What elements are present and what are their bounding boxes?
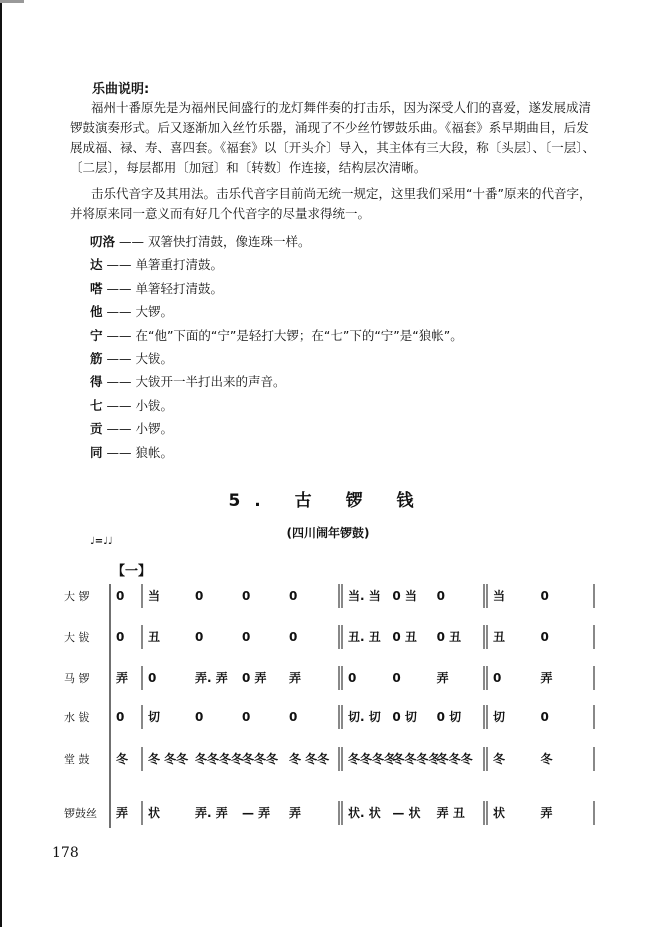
score-note: 0: [348, 671, 357, 685]
glossary-term: 达: [90, 257, 103, 273]
score-note: 冬冬冬冬: [348, 752, 397, 766]
instrument-label: 大 钹: [64, 631, 90, 644]
score-note: 弄: [289, 806, 302, 820]
instrument-label: 锣鼓丝: [64, 807, 97, 820]
glossary-term: 同: [90, 444, 103, 460]
glossary-term: 叨洛: [90, 234, 116, 249]
tempo-mark: ♩=♩♩: [90, 536, 113, 547]
glossary-desc: —— 大钹开一半打出来的声音。: [106, 374, 286, 390]
instrument-label: 水 钹: [64, 711, 90, 724]
score-note: 丑. 丑: [348, 630, 381, 644]
glossary-term: 宁: [90, 327, 103, 343]
glossary-term: 得: [90, 374, 103, 390]
score-note: 0 切: [436, 710, 462, 724]
score-note: 0: [289, 710, 298, 724]
score-note: 0 切: [392, 710, 417, 724]
glossary-term: 七: [90, 397, 103, 413]
score-note: 0: [493, 671, 502, 685]
instrument-label: 堂 鼓: [64, 753, 90, 766]
score-note: 0: [195, 589, 204, 603]
description-paragraph-1: 福州十番原先是为福州民间盛行的龙灯舞伴奏的打击乐，因为深受人们的喜爱，遂发展成清锣鼓演奏形式。后又逐渐加入丝竹乐器，涌现了不少丝竹锣鼓乐曲。《福套》系早期曲目，后发展成福、禄、寿、喜四套。《福套》以〔开头介〕导入，其主体有三大段，称〔头层〕、〔一层〕、〔二层〕，每层都用〔加冠〕和〔转数〕作连接，结构层次清晰。: [70, 100, 596, 175]
score-note: 冬 冬冬: [148, 752, 189, 766]
score-note: 0: [392, 671, 401, 685]
glossary-term: 嗒: [90, 280, 103, 296]
score-note: 弄. 弄: [195, 806, 228, 820]
score-note: 弄: [540, 671, 553, 685]
score-note: 0: [540, 710, 549, 724]
score-note: 弄: [116, 806, 129, 820]
section-label: 【一】: [112, 564, 152, 579]
score-note: 弄: [289, 671, 302, 685]
glossary-desc: —— 大钹。: [106, 350, 173, 366]
score-note: 状. 状: [348, 806, 381, 820]
score-note: 冬冬冬冬: [195, 752, 244, 766]
score-note: 0: [289, 630, 298, 644]
score-note: 状: [148, 806, 161, 820]
score-note: 0 当: [392, 589, 417, 603]
score-note: 状: [493, 806, 506, 820]
score-note: 丑: [148, 630, 161, 644]
score-note: 弄: [540, 806, 553, 820]
score-note: 切. 切: [348, 710, 381, 724]
score-note: 冬冬冬冬: [392, 752, 441, 766]
score-note: 0: [195, 710, 204, 724]
description-paragraph-2: 击乐代音字及其用法。击乐代音字目前尚无统一规定，这里我们采用“十番”原来的代音字，并将原来同一意义而有好几个代音字的尽量求得统一。: [70, 186, 592, 221]
score-note: 当: [493, 589, 506, 603]
score-note: 0: [116, 630, 125, 644]
score-note: 0: [195, 630, 204, 644]
instrument-label: 大 锣: [64, 590, 90, 603]
score-note: 弄: [436, 671, 449, 685]
glossary-term: 他: [90, 304, 103, 320]
glossary-desc: —— 单箸轻打清鼓。: [106, 280, 223, 296]
score-note: 当: [148, 589, 161, 603]
score-note: — 弄: [242, 806, 271, 820]
score-note: 0: [289, 589, 298, 603]
score-note: 0: [116, 589, 125, 603]
score-note: 弄 丑: [436, 806, 465, 820]
score-note: 0: [242, 589, 251, 603]
score-note: 丑: [493, 630, 506, 644]
glossary-desc: —— 小锣。: [106, 421, 173, 437]
instrument-label: 马 锣: [64, 672, 90, 685]
score-note: 冬冬冬: [436, 752, 473, 766]
score-note: 0 弄: [242, 671, 267, 685]
score-note: 弄. 弄: [195, 671, 228, 685]
glossary-term: 贡: [90, 421, 103, 437]
score-note: 0: [242, 710, 251, 724]
score-note: 0: [116, 710, 125, 724]
glossary-desc: —— 单箸重打清鼓。: [106, 257, 223, 273]
glossary-desc: —— 大锣。: [106, 304, 173, 320]
score-note: — 状: [392, 806, 421, 820]
piece-title: 5. 古 锣 钱: [228, 491, 428, 511]
glossary-desc: —— 小钹。: [106, 397, 173, 413]
score-note: 弄: [116, 671, 129, 685]
piece-subtitle: (四川闹年锣鼓): [286, 526, 370, 540]
page-number: 178: [52, 845, 79, 861]
score-note: 0 丑: [392, 630, 417, 644]
section-title: 乐曲说明:: [92, 82, 150, 97]
glossary-term: 筋: [90, 350, 103, 366]
score-note: 冬: [540, 752, 553, 766]
score-note: 0: [540, 589, 549, 603]
score-note: 冬: [493, 752, 506, 766]
glossary-desc: —— 双箸快打清鼓，像连珠一样。: [119, 234, 311, 249]
glossary-desc: —— 狼帐。: [106, 444, 173, 460]
score-note: 0: [148, 671, 157, 685]
glossary-desc: —— 在“他”下面的“宁”是轻打大锣；在“七”下的“宁”是“狼帐”。: [106, 327, 463, 343]
score-note: 冬: [116, 752, 129, 766]
score-note: 当. 当: [348, 589, 381, 603]
score-note: 0 丑: [436, 630, 462, 644]
score-note: 冬 冬冬: [289, 752, 330, 766]
score-note: 切: [148, 710, 161, 724]
score-note: 切: [493, 710, 506, 724]
score-note: 冬冬冬: [242, 752, 279, 766]
score-note: 0: [242, 630, 251, 644]
score-note: 0: [540, 630, 549, 644]
score-note: 0: [436, 589, 446, 603]
